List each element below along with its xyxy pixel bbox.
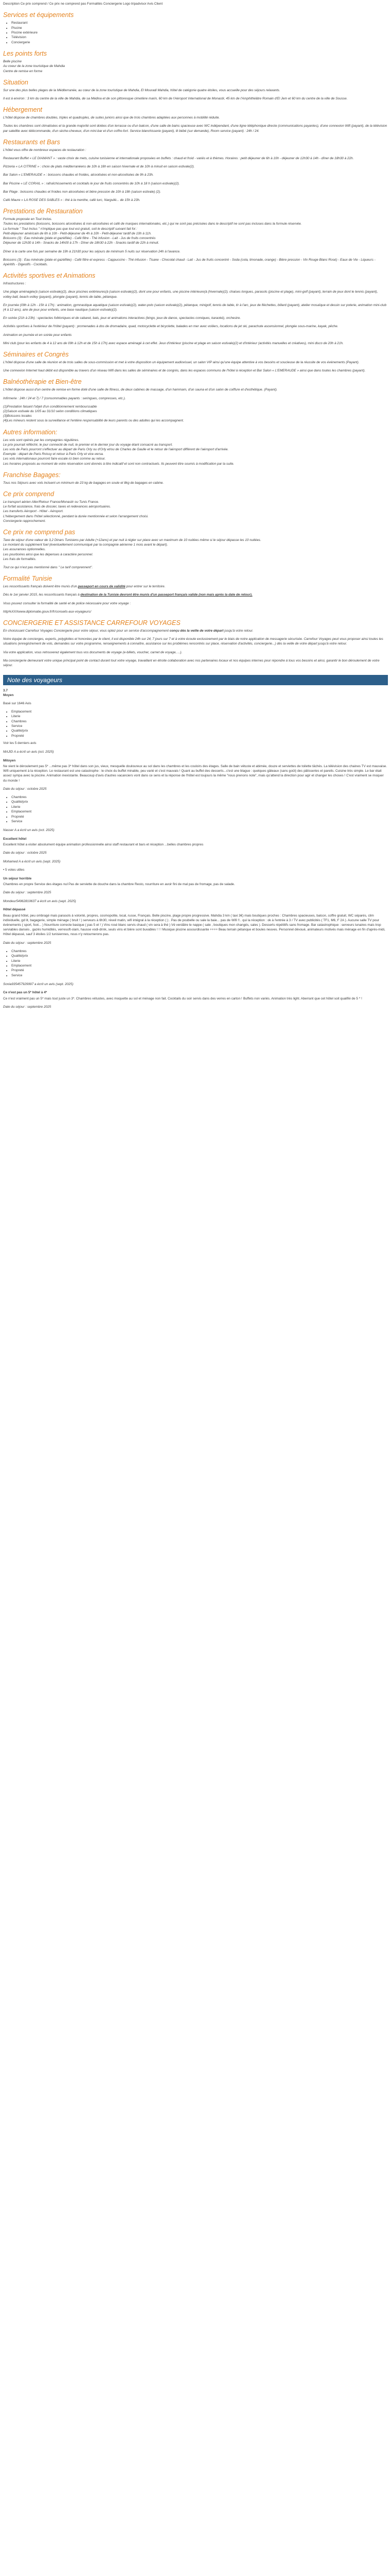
hebergement-text: L'hôtel dispose de chambres doubles, triples et quadruples, de suites juniors ainsi que de trois chambres adaptées aux personnes à mobilité réduite. [3,116,220,120]
formalite-text [3,584,388,589]
comprend-line: L'hébergement dans l'hôtel sélectionné, pendant la durée mentionnée et selon l'arrangement choisi. [3,514,149,518]
criteria-item: • Literie [11,714,388,719]
criteria-item: • Chambres [11,719,388,724]
review-text: Ce n'est vraiment pas un 5* mais tout juste un 3*. Chambres vétustes, avec moquette au sol et ménage non fait. Cocktails du soir servis dans des verres en carton ! Buffets non variés. Animation très light. Aberrant que cet hôtel soit qualifié de 5 * ! [3,996,362,1001]
review-card [3,982,388,1009]
restaurants-title: Restaurants et Bars [3,138,60,146]
review-stay-date: Date du séjour : octobre 2025 [3,787,47,791]
activites-text: En soirée (21h à 23h) : spectacles folkloriques et de cabaret, bals, jeux et animations interactives (bingo, jeux de dance, spectacles comiques, karaoké), orchestre. [3,316,241,320]
comprend-line: Le transport aérien Aller/Retour France/Monastir ou Tunis France. [3,500,100,504]
point-fort-line: Au coeur de la zone touristique de Mahdia [3,64,65,69]
prestations-text [3,217,388,245]
criteria-list [3,709,388,738]
conciergerie-emphasis: conçu dès la veille de votre départ [169,629,224,633]
services-list [3,21,388,45]
overall-label: Moyen [3,693,14,698]
review-title: Ce n'est pas un 5* hôtel à 4* [3,991,47,995]
formalite-text: Vous pouvez consulter la formalité de santé et de police nécessaire pour votre voyage : [3,601,131,605]
review-text: Beau grand hôtel, peu ombragé mais parasols à volonté, propres, cosmopolite, local, russe, Français. Belle piscine, plage propre progressive. Mahdia 3 km ( taxi 3€) mais boutiques proches : Chambres spacieuses, balcon, coffre gratuit, WC séparés, clim individuelle, gd lit, bagagerie, simple ménage ( bruit ! ) serveurs à 6h30, réveil matin, wifi intégral à la réception ( ) . Pas de poubelle ou sale la baie... pas de Wifi !!.. qui la réception : ok à l'entrée à 3 / TV avec publicités ( TF1, M6, F 2A ). Aucune salle TV pour évènements ( sport, foot... ) Nourriture correcte basique ( pas 5 et ! ) Vins rosé blanc servis chaud ( vin sera à thé ) Vé verdâtre le nappe ( sale , boutiques mon changés, sales ). Desserts répétitifs sans fromage. Bar catastrophique : serveurs lunaires mais trop serviables dansés , gazés humidités, verresoft-slam, hausse vodi-drink, seuls vins et bière sont buvables ! ! ! Musique piscine assourdissante ++++ Beau terrain pétanque et boules neuves. Personnel dévoué, animateurs motivés mais ménage en fin d'après-midi, Hôtel dépassé, sauf 3 étoiles 1/2 tunisiennes, nous n'y retournerons pas. [3,913,385,937]
review-stay-date: Date du séjour : septembre 2025 [3,890,52,894]
comprend-line: Conciergerie rapprochement. [3,519,46,523]
review-criteria [3,949,388,978]
comprend-line: Le forfait assistance, frais de dossier, taxes et redevances aéroportuaires. [3,505,111,509]
formalite-emphasis: destination de la Tunisie devront être munis d'un passeport français valide (non mais après la date de retour). [80,593,253,597]
formalite-text [3,592,388,597]
review-author: Mondeur54962819637 a écrit un avis (sept. 2025) [3,900,76,904]
service-item: • Restaurant [11,21,388,25]
formalite-link[interactable]: http%XXXwww.diplomatie.gouv.fr/fr/conseils-aux-voyageurs/ [3,609,91,614]
prestations-boissons: Boissons (3) : Eau minérale (plate et gazéifiée) - Café filtre et express - Cappuccino - Thé infusion - Tisane - Chocolat chaud - Lait - Jus de fruits concentré - Soda (cola, limonade, orange) - Bière pression - Vin Rouge Blanc Rosé) - Eaux de Vie - Liqueurs - Apéritifs - Digestifs - Cocktails. [3,258,376,266]
service-item: • Piscine extérieure [11,30,388,35]
points-forts-text [3,59,388,74]
review-title: Hôtel dépassé [3,908,26,912]
activites-text: Activités sportives à l'extérieur de l'hôtel (payant) : promenades à dos de dromadaire, quad, motocyclette et bicyclette, balades en mer avec voiliers, locations de jet ski, parachute ascensionnel, plongée sous-marine, kayak, pêche. [3,325,338,329]
restaurant-text: Bar Piscine « LE CORAIL » : rafraîchissements et cocktails le jour de fruits concentrés de 10h à 18 h (saison estivale)(2). [3,181,180,185]
conciergerie-text [3,629,388,633]
review-stay-date: Date du séjour : septembre 2025 [3,941,52,945]
criteria-item: • Qualité/prix [11,954,388,958]
activites-title: Activités sportives et Animations [3,272,95,280]
review-author: Nasser A a écrit un avis (oct. 2025) [3,828,55,833]
comprend-line: Les transferts Aéroport - Hôtel - Aéroport. [3,510,64,514]
autres-line: Les vols de Paris pourront s'effectuer au départ de Paris Orly ou d'Orly et/ou de Charles de Gaulle et le retour de l'aéroport différent de l'aéroport d'arrivée. [3,447,229,451]
restaurant-text: Restaurant Buffet « LE DIAMANT » : vaste choix de mets, cuisine tunisienne et internationale proposées en buffets : chaud et froid - variés et à thèmes. Horaires : petit déjeuner de 6h à 10h - déjeuner de 12h30 à 14h - dîner de 18h30 à 22h. [3,157,354,161]
review-stay-date: Date du séjour : septembre 2025 [3,1005,52,1009]
see-last-reviews-link[interactable]: Voir les 5 derniers avis [3,741,37,745]
review-title: Mitoyen [3,758,16,762]
ne-comprend-text [3,538,388,562]
service-item: • Piscine [11,26,388,30]
situation-title: Situation [3,78,28,86]
conciergerie-text: Ma conciergerie demeurant votre unique principal point de contact durant tout votre voyage, travaillant en étroite collaboration avec nos partenaires locaux et nos équipes internes pour répondre à tous vos besoins et ainsi, garantir le bon déroulement de votre séjour. [3,658,380,668]
based-on: Basé sur 1646 Avis [3,701,31,705]
review-criteria [3,795,388,824]
criteria-item: • Literie [11,805,388,809]
prestations-bar: Dîner à la carte une fois par semaine de 19h à 21h30 pour les séjours de minimum 5 nuits sur réservation 24h à l'avance. [3,249,181,253]
hebergement-title: Hébergement [3,106,42,114]
restaurant-text: Pizzeria « LA CITRINE » : choix de plats méditerranéens de 10h à 18h en saison hivernale et de 10h à minuit en saison estivale(2). [3,165,195,169]
balneo-note: (3)Boissons locales [3,414,32,418]
criteria-item: • Emplacement [11,709,388,714]
autres-line: Exemple : départ de Paris Roissy et retour à Paris Orly et vice-versa. [3,452,104,456]
balneo-text: Infirmerie : 24h / 24 et 7j / 7 (consommables payants : seringues, compresses, etc.). [3,396,126,400]
situation-text: Sur une des plus belles plages de la Méditerranée, au cœur de la zone touristique de Mahdia, El Mouradi Mahdia, hôtel de catégorie quatre étoiles, vous accueille pour des séjours relaxants. [3,88,281,92]
review-card [3,758,388,824]
autres-line: Les horaires proposés au moment de votre réservation sont donnés à titre indicatif et sont non contractuels. Ils peuvent être soumis à modification par la suite. [3,462,234,466]
activites-text: Animation en journée et en soirée pour enfants [3,333,72,337]
criteria-item: • Qualité/prix [11,728,388,733]
prestation-line: Boissons (3) : Eau minérale (plate et gazéifiée) - Café filtre - Thé infusion - Lait - Jus de fruits concentrés [3,236,156,241]
reviews-summary [3,688,388,754]
seminaires-title: Séminaires et Congrès [3,350,69,358]
comprend-text [3,500,388,523]
conciergerie-text: Notre équipe de concierges, experts, polyglottes et honorées par le client, il est disponible 24h sur 24, 7 jours sur 7 et à votre écoute exclusivement par le biais de notre application de messagerie sécurisée. Carrefour Voyages peut vous proposer ainsi toutes les situations (enregistrement de vols, demandes sur votre programme, renseignements à connaître, assistance sur les problèmes rencontrés sur place, réservation d'activités, conciergerie...) dès la veille de votre départ jusqu'à votre retour. [3,637,383,646]
review-stay-date: Date du séjour : octobre 2025 [3,851,47,855]
ne-comprend-title: Ce prix ne comprend pas [3,529,75,536]
formalite-part: Dès le 1er janvier 2015, les ressortissants français à [3,593,80,597]
criteria-item: • Emplacement [11,809,388,814]
criteria-item: • Qualité/prix [11,800,388,804]
hebergement-text: Toutes les chambres sont climatisées et la grande majorité sont dotées d'un terrasse ou d'un balcon, d'une salle de bains spacieuse avec WC indépendant, d'une ligne téléphonique directe (communications payantes), d'une connexion Wifi (payant), de la télévision par satellite avec télécommande, d'un sèche-cheveux, d'un mini-bar et d'un coffre-fort. Service blanchisserie (payant), lit bébé (sur demande), Room service (payant) : 24h / 24. [3,124,387,133]
ne-comprend-line: Les assurances optionnelles. [3,548,46,552]
prestations-title: Prestations de Restauration [3,208,83,215]
prestation-line: Toutes les prestations (boissons, boissons alcoolisées & non-alcoolisées et café de marques internationales, etc.) qui ne sont pas précisées dans le descriptif ne sont pas incluses dans la formule réservée. [3,222,302,226]
restaurant-text: Bar Plage : boissons chaudes et froides non alcoolisées et bière pression de 10h à 18h (saison estivale) (2). [3,190,161,194]
balneo-note: (4)Les mineurs restent sous la surveillance et l'entière responsabilité de leurs parents ou des adultes qui les accompagnent. [3,419,184,423]
review-text: Ne vient le déroulement pas 5* ...même pas 3* hôtel dans son jus, vieux, mesquelle douloureux au sol dans les chambres et les couloirs des étages. Salle de bain vétuste et abimée, douze et serviettes de toilette tâchés. La télévision des chaines TV est mauvaise. Wifi uniquement à la réception. Le restaurant est une catastrophe : le choix du buffet minable, peu varié et c'est mauvais ! Quant au buffet des desserts...c'est une blague : quelques gâteaux (sans goût) des pâtisseries et pareils. Cuisine très simple. Le bar était assez sympa avec la piscine. Animation inexistante. Beaucoup d'avis d'autres vacanciers vont dans ce sens et la réponse de l'hôtel est toujours la même "nous prenons note", mais qu'attend la direction pour agir et changer les choses ! C'est vraiment se moquer du monde ! [3,764,387,783]
autres-title: Autres information: [3,428,57,436]
review-card [3,859,388,895]
point-fort-line: Centre de remise en forme [3,69,43,73]
ne-comprend-line: Les pourboires ainsi que les dépenses à caractère personnel. [3,552,93,556]
autres-line: Le prix pourrait réfléchir, le jour connecté de nuit, le premier et le dernier jour du voyage étant consacré au transport. [3,443,173,447]
autres-line: Les vols internationaux pourront faire escale ici bien comme au retour. [3,457,106,461]
comprend-title: Ce prix comprend [3,490,54,498]
conciergerie-text: Via votre application, vous retrouverez également tous vos documents de voyage (e-billets, voucher, carnet de voyage, ...). [3,650,183,654]
restaurant-text: Bar Salon « L'EMERAUDE » : boissons chaudes et froides, alcoolisées et non-alcoolisées de 9h à 23h. [3,173,154,177]
description-line: Description Ce prix comprend / Ce prix ne comprend pas Formalités Conciergerie Logo tripadvisor Avis Client [3,2,163,6]
page [0,2,391,1009]
conciergerie-part: En choisissant Carrefour Voyages Conciergerie pour votre séjour, vous optez pour un service d'accompagnement [3,629,170,633]
ne-comprend-line: Taxe de séjour d'une valeur de 3,2 Dinars Tunisiens par Adulte (+12ans) et par nuit à régler sur place avec un maximum de 10 nuitées même si le séjour dépasse les 10 nuitées. [3,538,262,542]
formalite-title: Formalité Tunisie [3,575,52,583]
balneo-note: (1)Prestation faisant l'objet d'un conditionnement rembourssable [3,404,97,409]
prestation-line: Petit-déjeuner américain de 6h à 10h - Petit-déjeuner de 4h à 10h - Petit-déjeuner tardif de 10h à 11h. [3,231,152,235]
review-author: MAJID A a écrit un avis (oct. 2025) [3,750,54,754]
franchise-title: Franchise Bagages: [3,471,61,479]
review-text: Excellent hôtel a visiter absolument équipe animation professionnelle ainsi staff restaurant et bars et réception ...belles chambres propres [3,842,204,846]
criteria-item: • Service [11,819,388,824]
criteria-item: • Chambres [11,795,388,800]
overall-score: 3.7 [3,689,8,693]
balneo-note: (2)Saison estivale du 1/05 au 31/10 selon conditions climatiques [3,409,97,413]
activites-text: Mini club (pour les enfants de 4 à 12 ans de 09h à 12h et de 15h à 17h) avec espace aménagé à cet effet. Jeux d'intérieur (piscine et plage en saison estivale)(2) et d'intérieur (activités manuelles et créatives), mini disco de 20h à 21h. [3,341,344,345]
criteria-item: • Chambres [11,949,388,954]
prestation-line: Formule proposée en Tout Inclus. [3,217,52,222]
seminaires-text: L'hôtel dispose d'une salle de réunion et de trois salles de sous-commission et met à votre disposition un équipement audiovisuel, un salon VIP ainsi qu'une équipe attentive à vos besoins et soucieuse de la réussite de vos événements (Payant). [3,360,360,364]
formalite-emphasis: passeport en cours de validité [78,585,126,589]
review-card [3,828,388,855]
points-forts-title: Les points forts [3,50,47,58]
prestation-line: La formule " Tout Inclus " n'implique pas que tout est gratuit, soit le descriptif suivant fait foi : [3,227,137,231]
criteria-item: • Service [11,973,388,978]
criteria-item: • Propreté [11,734,388,738]
activites-text: En journée (09h à 12h - 15h à 17h) : animation, gymnastique aquatique (saison estivale)(2), water-polo (saison estivale)(2), pétanque, minigolf, tennis de table, tir à l'arc, jeux de fléchettes, billard (payant), atelier mosaïque et dessin sur poterie, animation mini-club (4 à 12 ans), aire de jeux pour enfants, une base nautique (saison estivale)(2). [3,303,387,312]
criteria-item: • Literie [11,959,388,963]
prestation-line: Déjeuner de 12h30 à 14h - Snacks de 14h00 à 17h - Dîner de 18h30 à 22h - Snacks tardif de 22h à minuit. [3,241,159,245]
balneo-title: Balnéothérapie et Bien-être [3,378,82,386]
situation-text: Il est à environ : 3 km du centre de la ville de Mahdia, de sa Médina et de son pittoresque cimetière marin, 60 km de l'Aéroport International de Monastir, 45 km de l'Amphithéâtre Romain d'El Jem et 60 km du centre de la ville de Sousse. [3,97,348,101]
reviews-header: Note des voyageurs [3,675,388,685]
criteria-item: • Propreté [11,815,388,819]
balneo-notes [3,404,388,423]
service-item: • Conciergerie [11,40,388,45]
balneo-text: L'hôtel dispose aussi d'un centre de remise en forme doté d'une salle de fitness, de deux cabines de massage, d'un hammam, d'un sauna et d'un salon de coiffure et d'esthétique. (Payant). [3,388,278,392]
review-author: Mohamed A a écrit un avis (sept. 2025) [3,860,61,864]
activites-intro: Infrastructures : [3,282,26,286]
review-votes: • 5 votes utiles [3,868,25,872]
review-card [3,899,388,978]
formalite-part: Les ressortissants français doivent être munis d'un [3,585,78,589]
criteria-item: • Service [11,724,388,728]
review-author: Sonia935457929997 a écrit un avis (sept. 2025) [3,982,74,987]
ne-comprend-line: Le montant du supplément fuel (éventuellement communiqué par la compagnie aérienne 1 mois avant le départ). [3,543,168,547]
ne-comprend-line: Les frais de formalités. [3,557,37,561]
point-fort-line: Belle piscine [3,60,22,64]
ne-comprend-last: Tout ce qui n'est pas mentionné dans " Le tarif comprennent". [3,566,93,570]
service-item: • Télévision [11,35,388,40]
criteria-item: • Emplacement [11,963,388,968]
franchise-text: Tous nos Séjours avec vols incluent un minimum de 23 kg de bagages en soute et 8kg de bagages en cabine. [3,481,164,485]
autres-line: Les vols sont opérés par les compagnies régulières. [3,438,79,442]
conciergerie-title: CONCIERGERIE ET ASSISTANCE CARREFOUR VOYAGES [3,619,181,627]
seminaires-text: Une connexion Internet haut débit est disponible au travers d'un réseau Wifi dans les salles de séminaires et de congrès, dans les espaces communs de l'hôtel à réception et Bar Salon « L'EMERAUDE » ainsi que dans toutes les chambres (payant). [3,369,366,373]
conciergerie-part: jusqu'à votre retour. [223,629,254,633]
review-title: Excellent hôtel [3,837,27,841]
restaurant-text: Café Maure « LA ROSE DES SABLES » : thé à la menthe, café turc, Narguilé... de 15h à 23h. [3,198,140,202]
review-title: Un séjour horrible [3,876,32,880]
criteria-item: • Propreté [11,968,388,973]
activites-text: Une plage aménagée(à (saison estivale)(2), deux piscines extérieures(à (saison estivale)(2), dont une pour enfants, une piscine intérieure(à (hivernale)(2), chaises longues, parasols (piscine et plage), mini-golf (payant), terrain de jeux dont le tennis (payant), volley-ball, beach-volley (payant), plongée (payant), tennis de table, pétanque. [3,290,378,299]
formalite-part: pour entrer sur le territoire. [125,585,166,589]
autres-text [3,438,388,466]
review-text: Chambres en propre Service des étages nul Pas de serviette de douche dans la chambre Resto, nourriture en avoir fini de mal pas de fromage, pas de salade. [3,882,235,886]
restaurants-intro: L'hôtel vous offre de nombreux espaces de restauration : [3,148,87,152]
services-title: Services et équipements [3,11,74,19]
